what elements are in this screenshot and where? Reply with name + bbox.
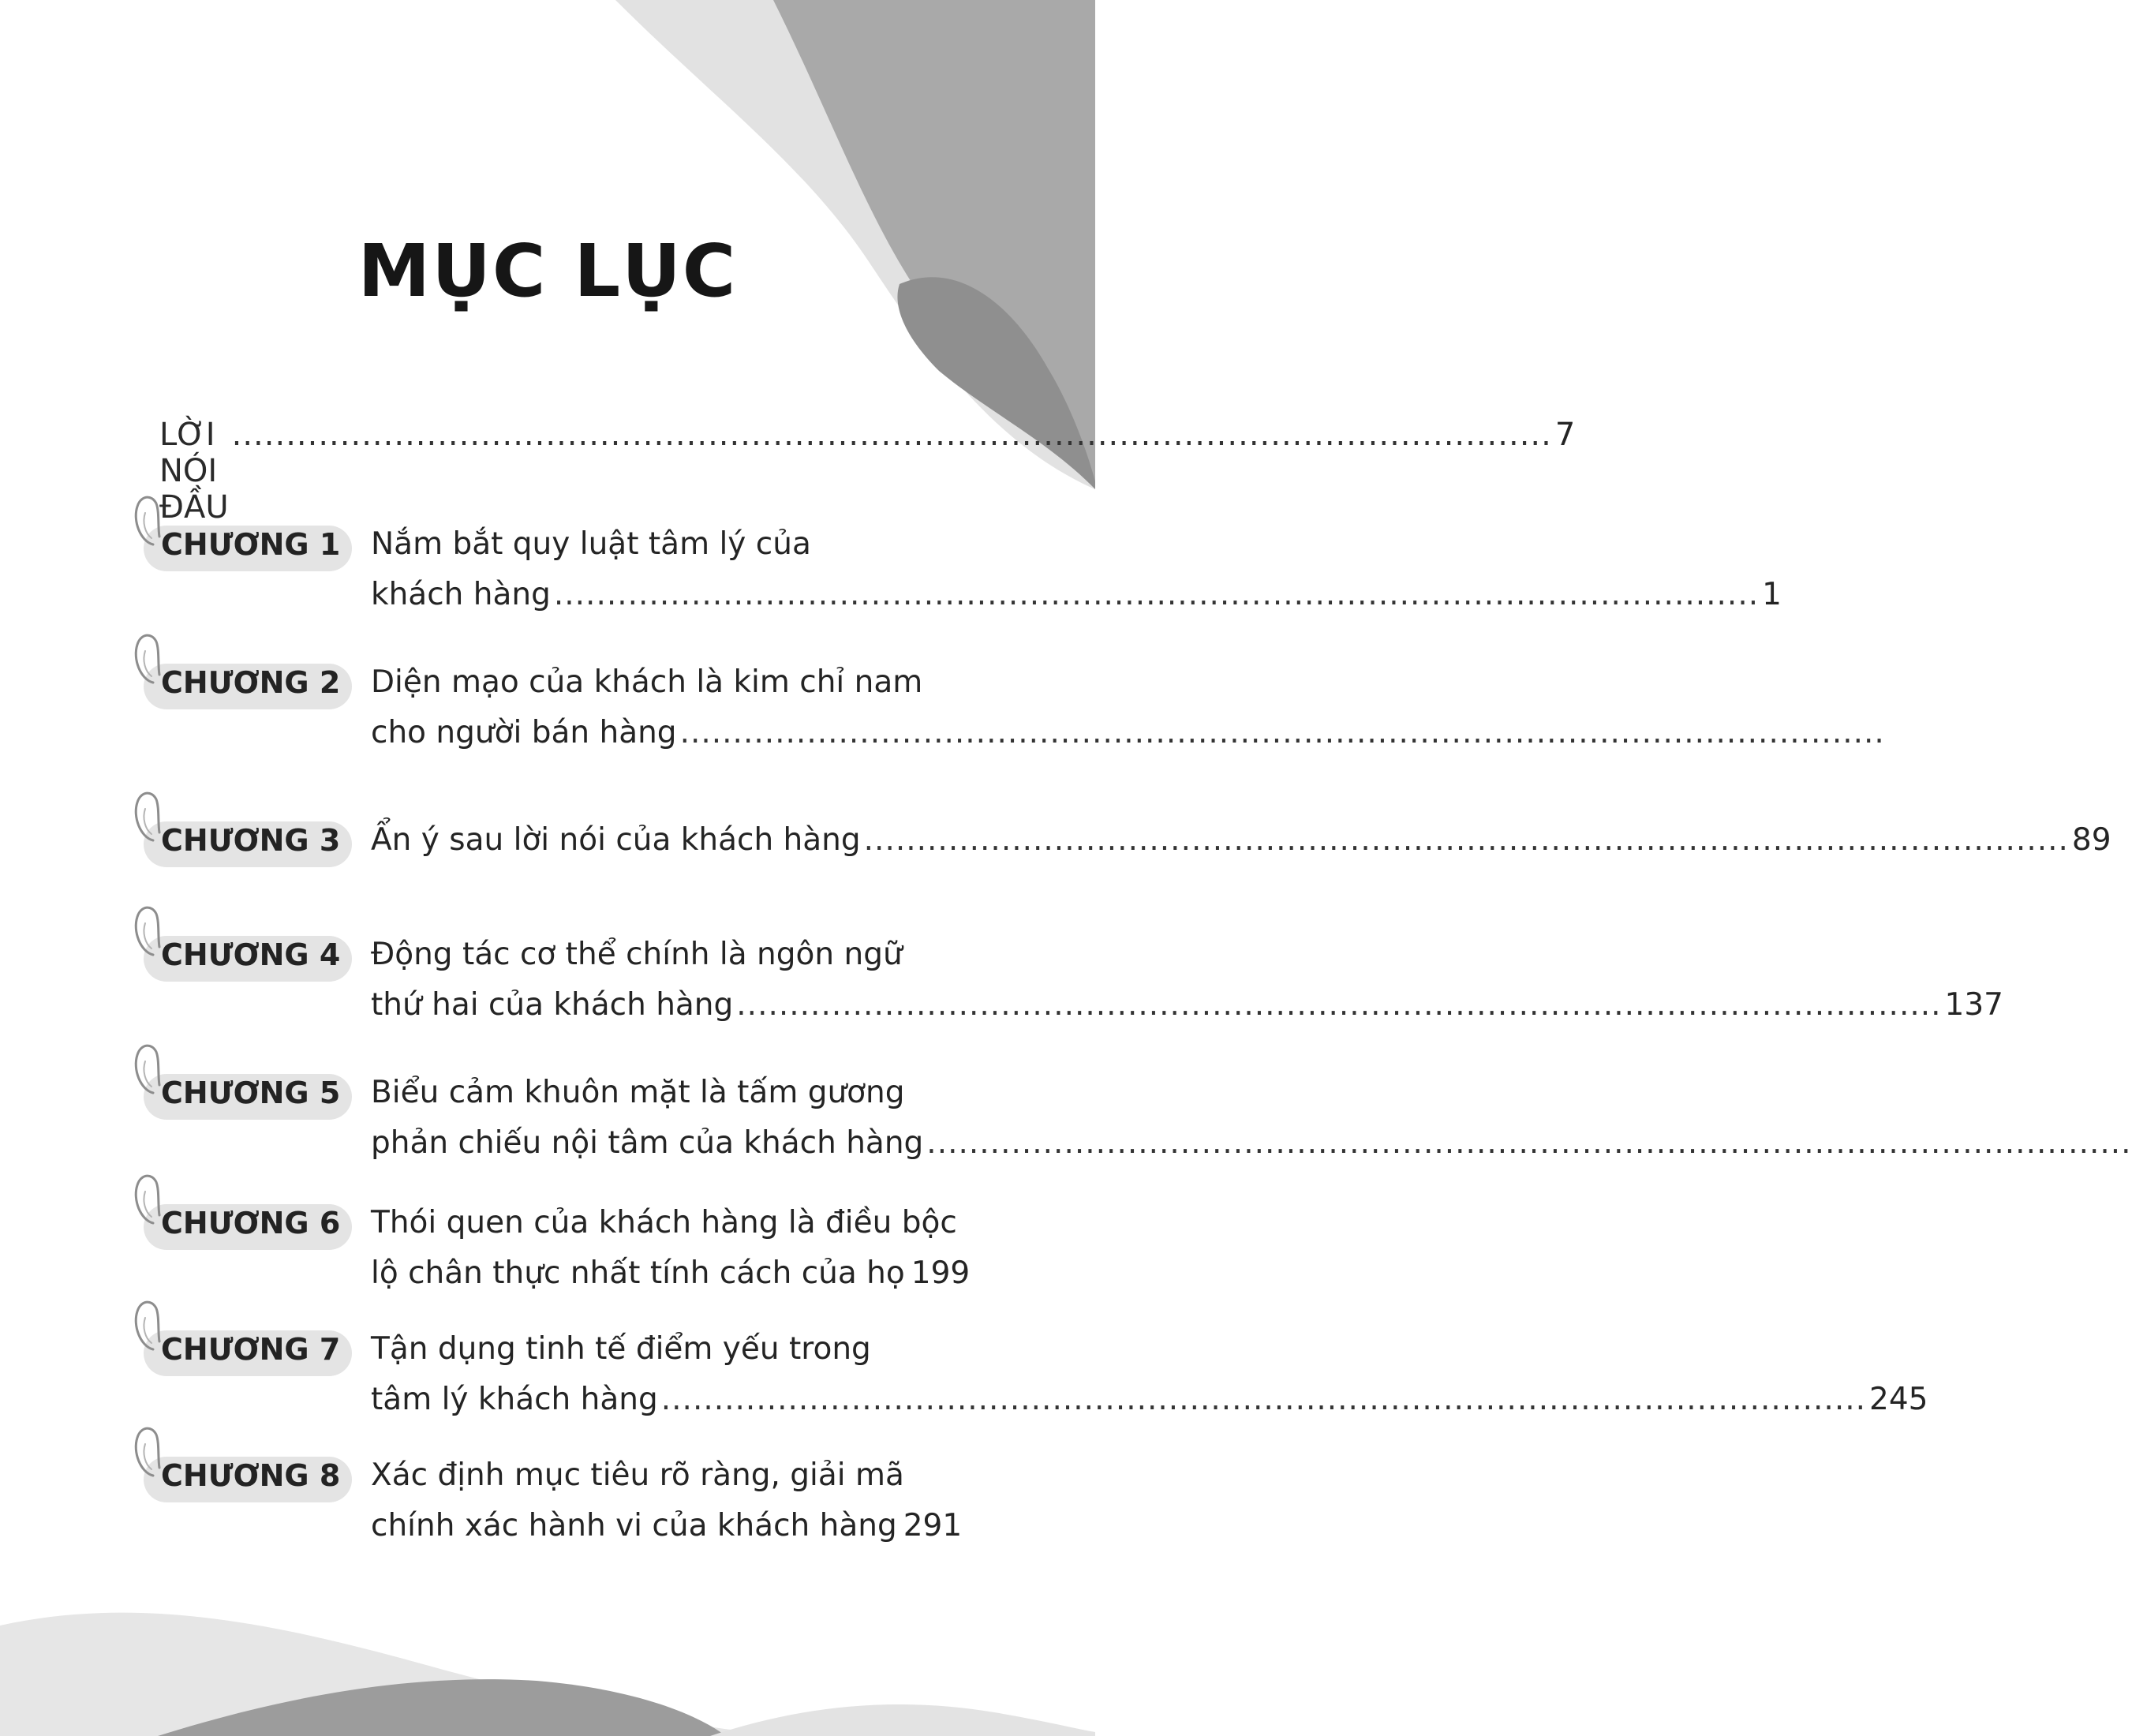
chapter-entry — [126, 900, 2003, 1023]
chapter-title-line1: Biểu cảm khuôn mặt là tấm gương — [371, 1075, 905, 1110]
chapter-title-line1: Ẩn ý sau lời nói của khách hàng — [371, 822, 861, 858]
chapter-title — [371, 815, 2111, 866]
chapter-page: 291 — [903, 1508, 963, 1543]
chapter-title-line2: tâm lý khách hàng — [371, 1382, 658, 1417]
chapter-title — [371, 1450, 963, 1551]
chapter-title-line1: Thói quen của khách hàng là điều bộc — [371, 1205, 957, 1240]
chapter-page: 137 — [1944, 987, 2003, 1023]
chapter-entry — [126, 1294, 1928, 1417]
leader-dots: .................................................................................................................. — [736, 987, 1942, 1023]
chapter-badge — [126, 1168, 363, 1270]
chapter-badge — [126, 627, 363, 730]
chapter-page: 245 — [1869, 1382, 1928, 1417]
preface-page: 7 — [1554, 417, 1576, 453]
chapter-entry — [126, 1420, 963, 1543]
leader-dots: .................................................................................................................. — [926, 1125, 2132, 1161]
chapter-badge — [126, 1420, 363, 1523]
chapter-title-line2: chính xác hành vi của khách hàng — [371, 1508, 897, 1543]
chapter-page: 1 — [1762, 577, 1782, 612]
chapter-title-line2: lộ chân thực nhất tính cách của họ — [371, 1255, 905, 1291]
chapter-page: 199 — [911, 1255, 971, 1291]
leader-dots: .................................................................................................................. — [679, 715, 1885, 750]
chapter-title-line1: Tận dụng tinh tế điểm yếu trong — [371, 1331, 871, 1367]
leader-dots: .................................................................................................................. — [660, 1382, 1867, 1417]
chapter-title-line1: Nắm bắt quy luật tâm lý của — [371, 526, 811, 562]
chapter-title-row — [371, 1501, 963, 1551]
chapter-entry — [126, 1038, 2132, 1161]
chapter-title-line1: Xác định mục tiêu rõ ràng, giải mã — [371, 1457, 904, 1493]
chapter-title — [371, 519, 1782, 620]
chapter-badge — [126, 785, 363, 888]
chapter-title-line1: Động tác cơ thể chính là ngôn ngữ — [371, 937, 903, 972]
chapter-badge-label: CHƯƠNG 1 — [161, 527, 341, 562]
chapter-badge-label: CHƯƠNG 7 — [161, 1332, 341, 1367]
chapter-title-row — [371, 980, 2003, 1031]
chapter-title-row — [371, 708, 1885, 758]
chapter-entry — [126, 785, 2111, 904]
leader-dots: .................................................................................................................. — [553, 577, 1760, 612]
chapter-badge-label: CHƯƠNG 4 — [161, 937, 341, 972]
chapter-entry — [126, 489, 1782, 612]
chapter-badge — [126, 900, 363, 1002]
chapter-page: 89 — [2071, 822, 2111, 858]
chapter-entry — [126, 1168, 971, 1291]
chapter-badge-label: CHƯƠNG 6 — [161, 1206, 341, 1240]
preface-label: LỜI NÓI ĐẦU — [159, 417, 229, 526]
bottom-wave-right — [710, 1704, 1095, 1736]
chapter-title-line2: cho người bán hàng — [371, 715, 677, 750]
chapter-title-line2: thứ hai của khách hàng — [371, 987, 734, 1023]
chapter-badge-label: CHƯƠNG 3 — [161, 823, 341, 858]
chapter-title-row — [371, 570, 1782, 620]
chapter-badge-label: CHƯƠNG 2 — [161, 665, 341, 700]
chapter-title-row — [371, 1375, 1928, 1425]
chapter-title-row — [371, 815, 2111, 866]
chapter-title-line2: khách hàng — [371, 577, 551, 612]
page-title: MỤC LỤC — [357, 229, 738, 313]
chapter-title-row — [371, 1118, 2132, 1169]
chapter-entry — [126, 627, 1885, 750]
chapter-title — [371, 930, 2003, 1031]
chapter-badge — [126, 489, 363, 592]
chapter-title — [371, 1198, 971, 1299]
chapter-title — [371, 1324, 1928, 1425]
chapter-title-row — [371, 1248, 971, 1299]
chapter-badge-label: CHƯƠNG 5 — [161, 1076, 341, 1110]
chapter-title — [371, 657, 1885, 758]
chapter-title-line1: Diện mạo của khách là kim chỉ nam — [371, 664, 923, 700]
chapter-title — [371, 1068, 2132, 1169]
leader-dots: .................................................................................................................. — [863, 822, 2069, 858]
chapter-badge-label: CHƯƠNG 8 — [161, 1458, 341, 1493]
chapter-badge — [126, 1294, 363, 1397]
chapter-title-line2: phản chiếu nội tâm của khách hàng — [371, 1125, 924, 1161]
leader-dots: .......................................................................................................................... — [231, 417, 1552, 453]
chapter-badge — [126, 1038, 363, 1140]
